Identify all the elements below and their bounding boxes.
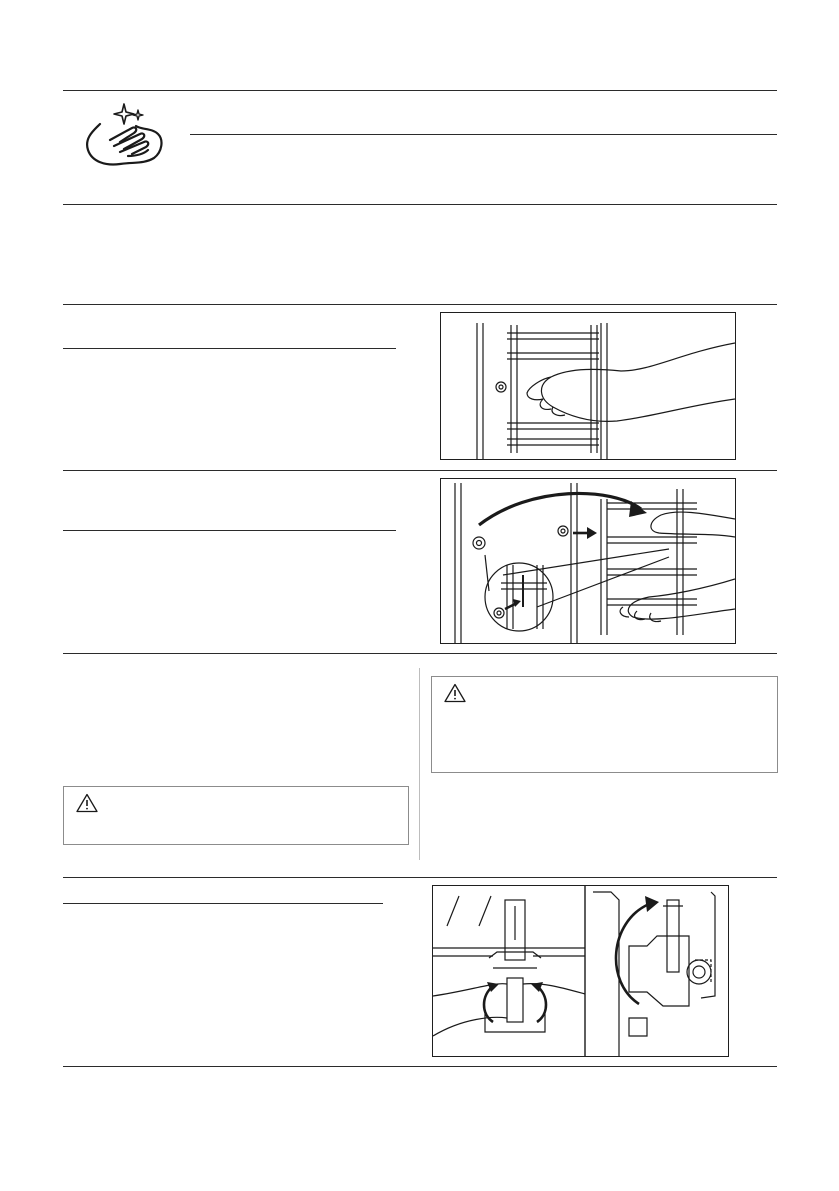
subsection-rule-3	[63, 903, 383, 904]
section-rule-3	[63, 470, 777, 471]
warning-triangle-icon	[444, 683, 466, 703]
section-rule-1	[63, 204, 777, 205]
subsection-rule-1	[63, 348, 396, 349]
column-divider	[419, 668, 420, 860]
subsection-rule-2	[63, 530, 396, 531]
bottom-rule	[63, 1066, 777, 1067]
hand-wiping-cloth-sparkle-icon	[80, 100, 166, 180]
header-rule	[190, 134, 777, 135]
section-rule-5	[63, 877, 777, 878]
warning-box-right	[431, 676, 778, 773]
section-rule-4	[63, 653, 777, 654]
hand-pulling-shelf-support-figure	[440, 312, 736, 460]
warning-triangle-icon	[76, 793, 98, 813]
section-rule-2	[63, 304, 777, 305]
top-rule	[63, 90, 777, 91]
warning-box-left	[63, 786, 409, 845]
shelf-support-reinstall-figure	[440, 478, 736, 644]
door-hinge-lever-figure	[432, 885, 729, 1057]
